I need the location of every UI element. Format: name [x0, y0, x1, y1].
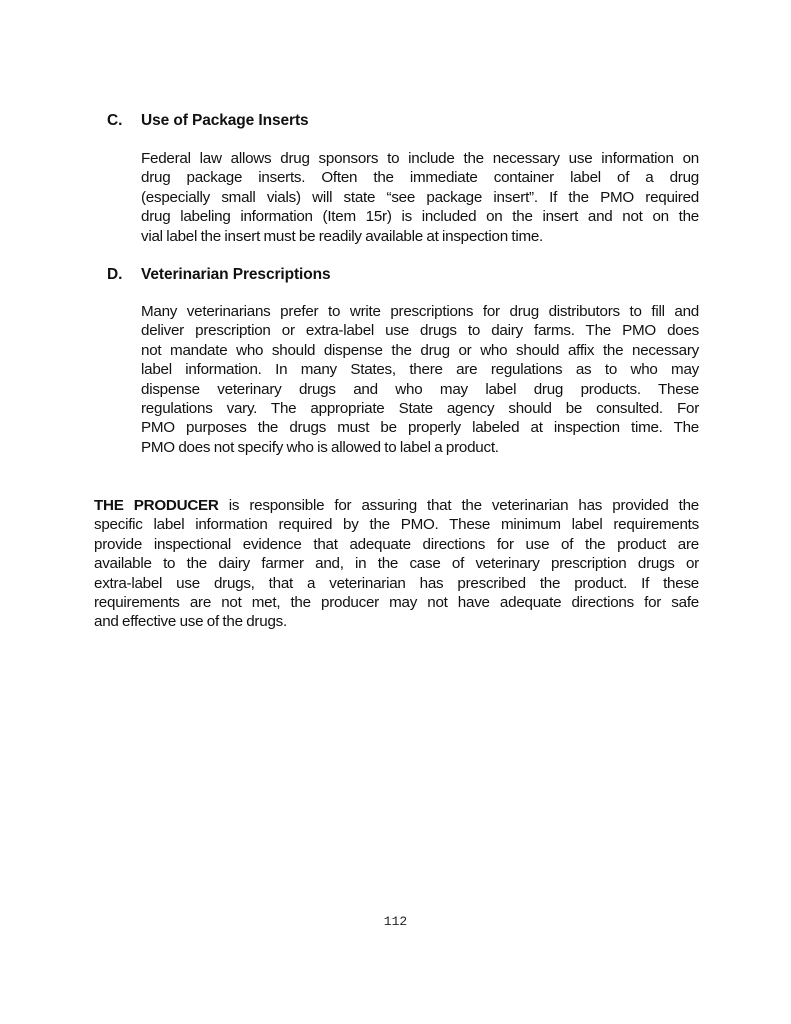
text-line: Many veterinarians prefer to write prescriptions for drug distributors to fill and	[141, 303, 699, 320]
section-d-paragraph	[141, 302, 699, 457]
text-line: deliver prescription or extra-label use drugs to dairy farms. The PMO does	[141, 322, 699, 340]
text-line: (especially small vials) will state “see package insert”. If the PMO required	[141, 188, 699, 206]
text-line: drug labeling information (Item 15r) is included on the insert and not on the	[141, 208, 699, 226]
text-line: PMO does not specify who is allowed to label a product.	[141, 438, 499, 456]
text-line: PMO purposes the drugs must be properly labeled at inspection time. The	[141, 419, 699, 437]
text-line: provide inspectional evidence that adequate directions for use of the product are	[94, 535, 699, 553]
text-line: not mandate who should dispense the drug or who should affix the necessary	[141, 341, 699, 359]
text-line: regulations vary. The appropriate State agency should be consulted. For	[141, 399, 699, 417]
section-c-heading	[107, 111, 707, 131]
section-d-title: Veterinarian Prescriptions	[141, 266, 331, 283]
section-d-letter: D.	[107, 266, 123, 283]
text-line: label information. In many States, there are regulations as to who may	[141, 361, 699, 379]
text-line: requirements are not met, the producer may not have adequate directions for safe	[94, 593, 699, 611]
text-line: drug package inserts. Often the immediate container label of a drug	[141, 169, 699, 187]
page-number: 112	[383, 914, 408, 929]
section-d-heading	[107, 265, 707, 285]
section-c-paragraph	[141, 149, 699, 246]
producer-first-line: is responsible for assuring that the veterinarian has provided the	[218, 497, 699, 514]
text-line: vial label the insert must be readily available at inspection time.	[141, 227, 544, 245]
producer-paragraph	[94, 496, 699, 632]
section-c-title: Use of Package Inserts	[141, 112, 309, 129]
producer-lead: THE PRODUCER	[94, 497, 219, 514]
text-line: extra-label use drugs, that a veterinarian has prescribed the product. If these	[94, 574, 699, 592]
text-line: Federal law allows drug sponsors to include the necessary use information on	[141, 150, 699, 167]
text-line: available to the dairy farmer and, in the case of veterinary prescription drugs or	[94, 555, 699, 573]
text-line: and effective use of the drugs.	[94, 613, 287, 631]
text-line: dispense veterinary drugs and who may label drug products. These	[141, 380, 699, 398]
section-c-letter: C.	[107, 112, 123, 129]
text-line: specific label information required by the PMO. These minimum label requirements	[94, 516, 699, 534]
text-line	[94, 496, 699, 515]
